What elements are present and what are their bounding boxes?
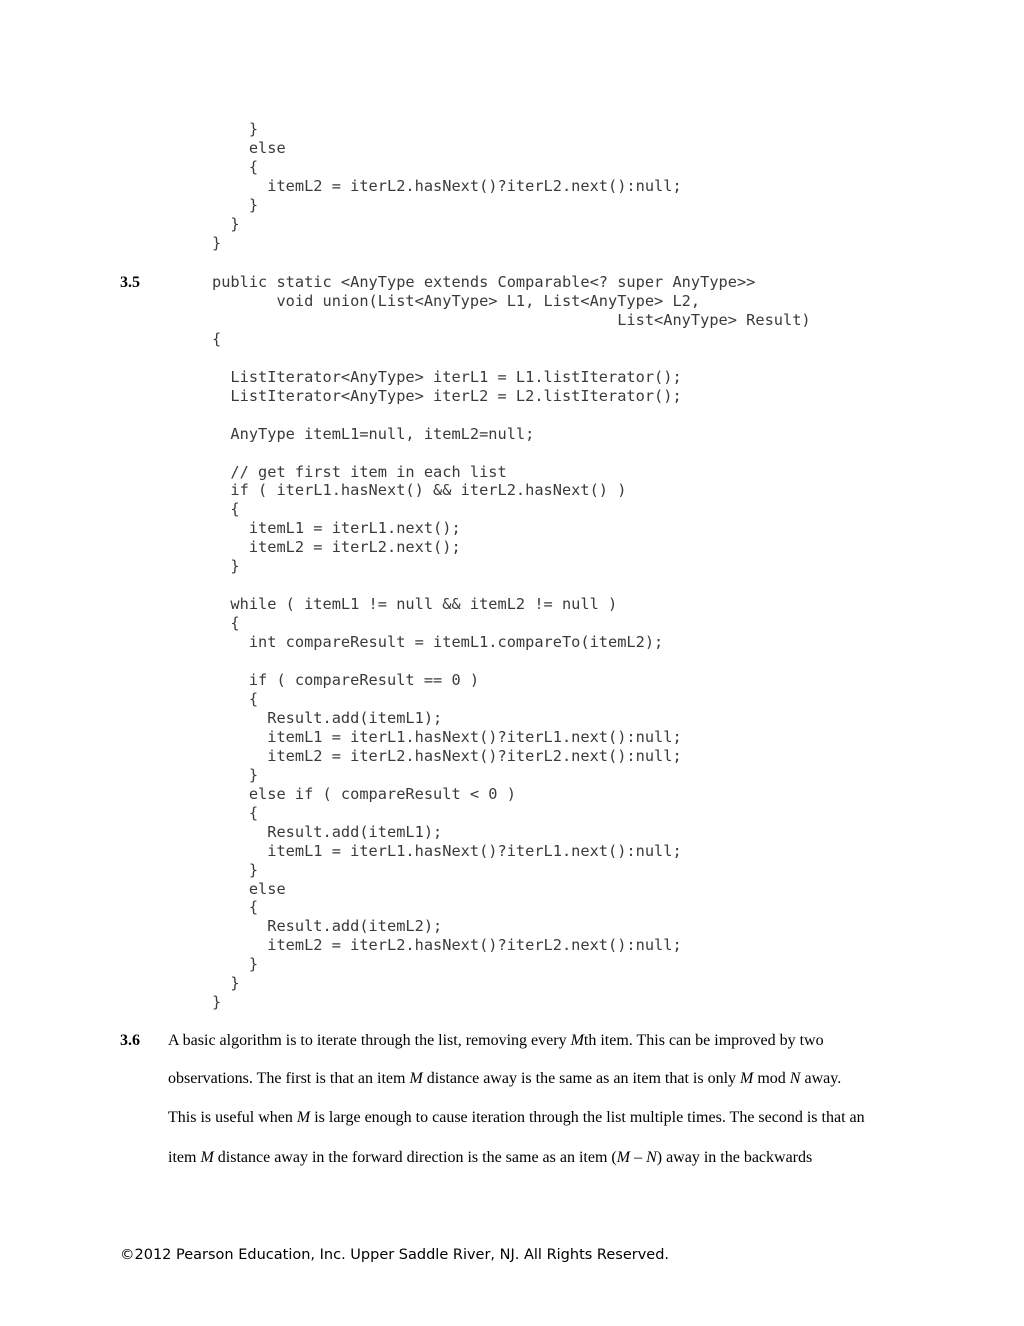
- italic-variable: N: [646, 1149, 657, 1166]
- code-block-union: public static <AnyType extends Comparable<? super AnyType>> void union(List<AnyType> L1, List<AnyType> L2, List<AnyType> Result) { ListIterator<AnyType> iterL1 = L1.listIterator(); ListIterator<AnyType> iterL2 = L2.listIterator(); AnyType itemL1=null, itemL2=null; // get first item in each list if ( iterL1.hasNext() && iterL2.hasNext() ) { itemL1 = iterL1.next(); itemL2 = iterL2.next(); } while ( itemL1 != null && itemL2 != null ) { int compareResult = itemL1.compareTo(itemL2); if ( compareResult == 0 ) { Result.add(itemL1); itemL1 = iterL1.hasNext()?iterL1.next():null; itemL2 = iterL2.hasNext()?iterL2.next():null; } else if ( compareResult < 0 ) { Result.add(itemL1); itemL1 = iterL1.hasNext()?iterL1.next():null; } else { Result.add(itemL2); itemL2 = iterL2.hasNext()?iterL2.next():null; } } }: [212, 273, 811, 1012]
- problem-number-3-5: 3.5: [120, 274, 140, 291]
- paragraph-line: This is useful when M is large enough to cause iteration through the list multiple times. The second is that an: [168, 1109, 865, 1126]
- italic-variable: M: [296, 1109, 311, 1126]
- italic-variable: M: [409, 1070, 423, 1087]
- copyright-footer: ©2012 Pearson Education, Inc. Upper Saddle River, NJ. All Rights Reserved.: [120, 1247, 670, 1263]
- problem-number-3-6: 3.6: [120, 1032, 140, 1049]
- italic-variable: M: [200, 1149, 214, 1166]
- paragraph-line: item M distance away in the forward direction is the same as an item (M – N) away in the backwards: [168, 1149, 813, 1166]
- italic-variable: M: [740, 1070, 754, 1087]
- code-block-continuation: } else { itemL2 = iterL2.hasNext()?iterL2.next():null; } } }: [212, 120, 682, 252]
- italic-variable: M: [570, 1032, 584, 1049]
- paragraph-line: observations. The first is that an item M distance away is the same as an item that is only M mod N away.: [168, 1070, 842, 1087]
- italic-variable: M: [616, 1149, 631, 1166]
- italic-variable: N: [789, 1070, 801, 1087]
- paragraph-line: A basic algorithm is to iterate through the list, removing every Mth item. This can be improved by two: [168, 1032, 824, 1049]
